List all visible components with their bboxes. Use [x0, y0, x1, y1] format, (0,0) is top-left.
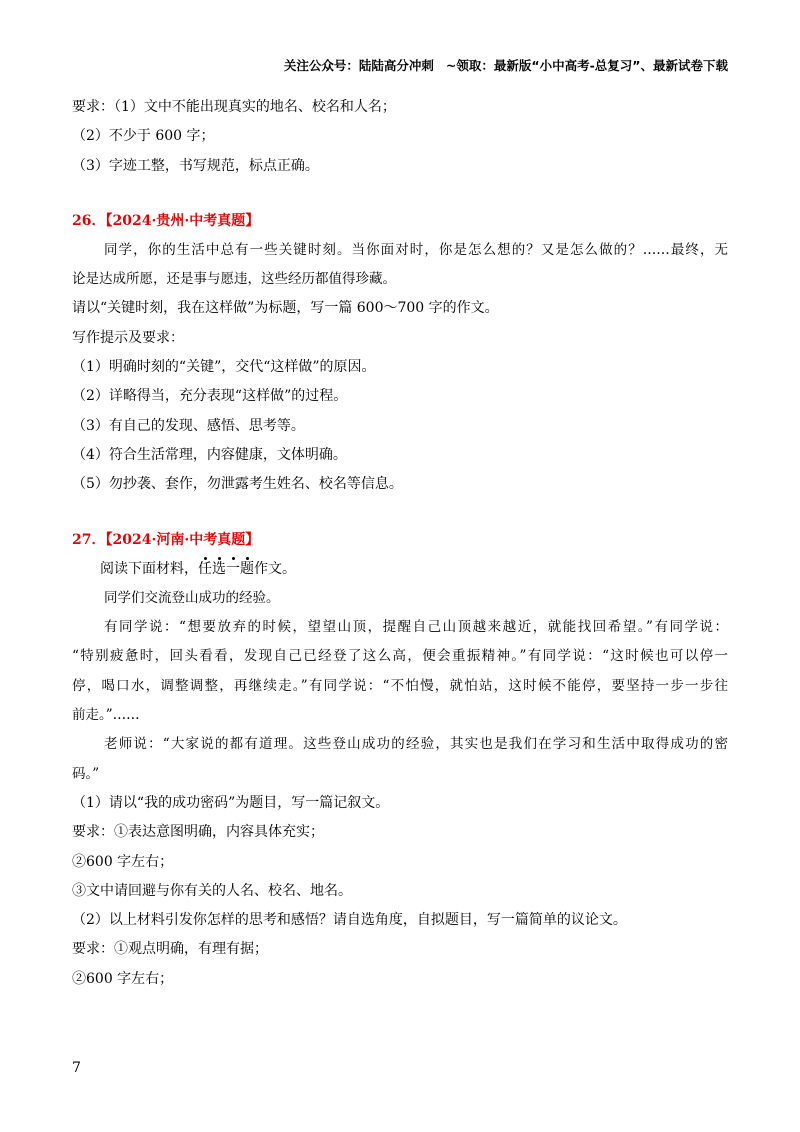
q27-material-line5: 前走。”……: [72, 707, 140, 724]
header-download: ~领取：最新版“小中高考-总复习”、最新试卷下载: [445, 58, 728, 73]
q26-instruction: 请以“关键时刻，我在这样做”为标题，写一篇 600～700 字的作文。: [72, 300, 499, 317]
q26-tip-4: （4）符合生活常理，内容健康，文体明确。: [72, 446, 347, 463]
q25-requirement-1: 要求：（1）文中不能出现真实的地名、校名和人名；: [72, 99, 396, 115]
emphasis-char: 任: [198, 560, 212, 577]
q26-tip-1: （1）明确时刻的“关键”，交代“这样做”的原因。: [72, 359, 376, 376]
q27-task-1-req-3: ③文中请回避与你有关的人名、校名、地名。: [72, 882, 352, 899]
q27-material-line2: 有同学说：“想要放弃的时候，望望山顶，提醒自己山顶越来越近，就能找回希望。”有同学说：: [104, 619, 728, 636]
q27-material-line3: “特别疲惫时，回头看看，发现自己已经登了这么高，便会重振精神。”有同学说：“这时候也可以停一: [72, 648, 728, 665]
emphasis-char: 选: [212, 560, 226, 577]
q27-task-2: （2）以上材料引发你怎样的思考和感悟？请自选角度，自拟题目，写一篇简单的议论文。: [72, 912, 627, 929]
q26-tip-5: （5）勿抄袭、套作，勿泄露考生姓名、校名等信息。: [72, 476, 403, 493]
q26-tips-title: 写作提示及要求：: [72, 329, 184, 346]
q26-tip-2: （2）详略得当，充分表现“这样做”的过程。: [72, 388, 348, 405]
page-content: [72, 93, 728, 994]
q26-heading: 26．【2024·贵州·中考真题】: [72, 212, 260, 229]
q27-task-2-req-1: 要求：①观点明确，有理有据；: [72, 941, 268, 958]
q26-tip-3: （3）有自己的发现、感悟、思考等。: [72, 417, 305, 434]
q25-requirement-3: （3）字迹工整，书写规范，标点正确。: [72, 157, 319, 174]
page-header: [284, 56, 728, 74]
q27-read-instruction: 阅读下面材料，任选一题作文。: [100, 560, 296, 577]
page-number: 7: [72, 1060, 81, 1076]
q27-material-line6: 老师说：“大家说的都有道理。这些登山成功的经验，其实也是我们在学习和生活中取得成功的密: [104, 736, 728, 753]
q27-task-1-req-2: ②600 字左右；: [72, 853, 174, 870]
emphasis-dotted-text: [198, 561, 254, 577]
q26-prompt-line1: 同学，你的生活中总有一些关键时刻。当你面对时，你是怎么想的？又是怎么做的？……最终，无: [104, 241, 728, 258]
emphasis-char: 题: [240, 560, 254, 577]
q27-task-1-req-1: 要求：①表达意图明确，内容具体充实；: [72, 824, 324, 841]
q25-requirement-2: （2）不少于 600 字；: [72, 128, 215, 145]
q27-task-1: （1）请以“我的成功密码”为题目，写一篇记叙文。: [72, 794, 390, 811]
q26-prompt-line2: 论是达成所愿，还是事与愿违，这些经历都值得珍藏。: [72, 271, 396, 288]
q27-task-2-req-2: ②600 字左右；: [72, 970, 174, 987]
header-account: 关注公众号：陆陆高分冲刺: [283, 58, 434, 73]
emphasis-char: 一: [226, 560, 240, 577]
q27-material-line1: 同学们交流登山成功的经验。: [104, 589, 280, 606]
q27-material-line7: 码。”: [72, 765, 100, 782]
q27-heading: 27．【2024·河南·中考真题】: [72, 531, 260, 548]
q27-material-line4: 停，喝口水，调整调整，再继续走。”有同学说：“不怕慢，就怕站，这时候不能停，要坚持一步一步往: [72, 677, 728, 694]
